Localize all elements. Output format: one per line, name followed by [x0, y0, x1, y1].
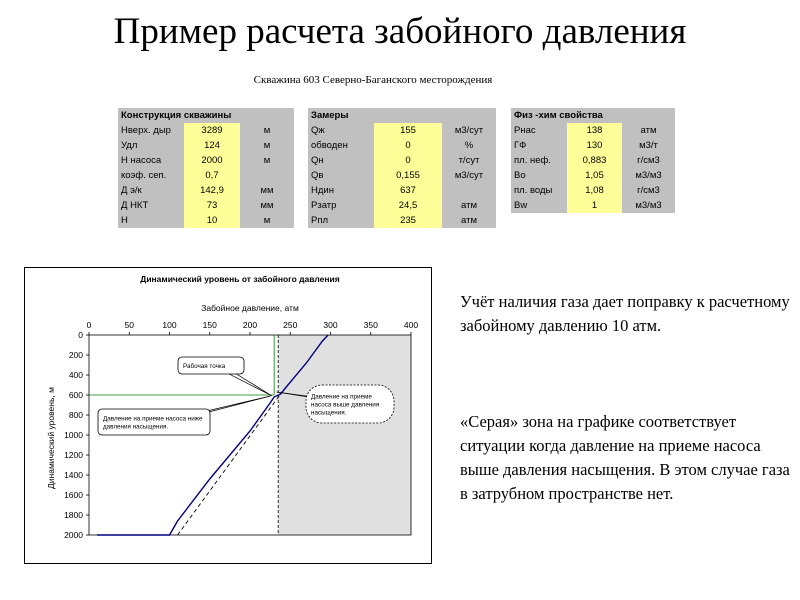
chart-frame [24, 267, 432, 564]
table-header-row [511, 108, 675, 123]
table-header: Физ -хим свойства [511, 108, 675, 123]
table-row [118, 138, 294, 153]
param-name: Д э/к [118, 183, 184, 198]
param-unit [240, 168, 294, 183]
param-value: 0,7 [184, 168, 240, 183]
param-unit: м3/сут [442, 123, 496, 138]
callout-below-saturation-text: Давление на приеме насоса ниже давления насыщения. [103, 415, 203, 431]
param-unit: % [442, 138, 496, 153]
x-axis-label: Забойное давление, атм [201, 303, 299, 313]
param-unit: м3/сут [442, 168, 496, 183]
param-name: Рнас [511, 123, 567, 138]
table-row [511, 198, 675, 213]
dynamic-level-chart [25, 268, 431, 563]
x-tick-label: 200 [242, 320, 258, 330]
x-tick-label: 250 [283, 320, 298, 330]
callout-operating-point-text: Рабочая точка [183, 363, 226, 370]
param-name: Qв [308, 168, 374, 183]
param-value: 0,883 [567, 153, 622, 168]
param-name: Ндин [308, 183, 374, 198]
table-row [308, 153, 496, 168]
param-name: Во [511, 168, 567, 183]
param-value: 142,9 [184, 183, 240, 198]
param-unit: м3/м3 [622, 168, 675, 183]
table-header: Замеры [308, 108, 496, 123]
param-value: 1 [567, 198, 622, 213]
param-value: 0 [374, 153, 442, 168]
table-row [308, 183, 496, 198]
param-unit: атм [622, 123, 675, 138]
param-value: 124 [184, 138, 240, 153]
param-unit: м3/м3 [622, 198, 675, 213]
y-axis-label: Динамический уровень, м [46, 387, 56, 489]
param-unit: г/см3 [622, 153, 675, 168]
table-header-row [118, 108, 294, 123]
grey-zone-note: «Серая» зона на графике соответствует ситуации когда давление на приеме насоса выше давления насыщения. В этом случае газа в затрубном пространстве нет. [460, 412, 790, 503]
table-row [511, 138, 675, 153]
param-value: 130 [567, 138, 622, 153]
param-name: Удл [118, 138, 184, 153]
slide-title: Пример расчета забойного давления [113, 11, 687, 52]
table-row [511, 168, 675, 183]
x-tick-label: 350 [363, 320, 378, 330]
param-name: ГФ [511, 138, 567, 153]
param-name: пл. воды [511, 183, 567, 198]
table-row [118, 153, 294, 168]
param-unit: атм [442, 213, 496, 228]
table-header-row [308, 108, 496, 123]
grey-zone [278, 335, 411, 535]
x-tick-label: 150 [202, 320, 217, 330]
param-value: 2000 [184, 153, 240, 168]
table-row [511, 153, 675, 168]
table-header: Конструкция скважины [118, 108, 294, 123]
table-row [511, 183, 675, 198]
param-unit: м [240, 123, 294, 138]
param-value: 1,08 [567, 183, 622, 198]
y-tick-label: 2000 [64, 530, 83, 540]
param-value: 24,5 [374, 198, 442, 213]
param-unit: м [240, 153, 294, 168]
y-tick-label: 200 [68, 350, 83, 360]
param-name: Bw [511, 198, 567, 213]
well-subtitle: Скважина 603 Северно-Баганского месторождения [253, 74, 493, 86]
param-unit: г/см3 [622, 183, 675, 198]
table-row [511, 123, 675, 138]
param-value: 0,155 [374, 168, 442, 183]
param-name: Qж [308, 123, 374, 138]
table-row [118, 198, 294, 213]
x-tick-label: 0 [86, 320, 92, 330]
param-name: Рпл [308, 213, 374, 228]
param-value: 3289 [184, 123, 240, 138]
param-unit [442, 183, 496, 198]
param-unit: м [240, 138, 294, 153]
param-value: 637 [374, 183, 442, 198]
table-row [118, 168, 294, 183]
param-value: 155 [374, 123, 442, 138]
param-unit: т/сут [442, 153, 496, 168]
table-row [308, 168, 496, 183]
param-value: 73 [184, 198, 240, 213]
param-value: 138 [567, 123, 622, 138]
chart-title: Динамический уровень от забойного давления [140, 274, 340, 284]
y-tick-label: 1600 [64, 490, 83, 500]
measurements-table [308, 108, 496, 228]
x-tick-label: 50 [124, 320, 134, 330]
y-tick-label: 1000 [64, 430, 83, 440]
param-name: коэф. сеп. [118, 168, 184, 183]
table-row [118, 213, 294, 228]
y-tick-label: 600 [68, 390, 83, 400]
callout-above-saturation-text: Давление на приеме насоса выше давления насыщения. [311, 393, 380, 417]
param-value: 1,05 [567, 168, 622, 183]
param-value: 0 [374, 138, 442, 153]
y-tick-label: 1400 [64, 470, 83, 480]
param-unit: м3/т [622, 138, 675, 153]
param-name: Н насоса [118, 153, 184, 168]
y-tick-label: 800 [68, 410, 83, 420]
param-name: Н [118, 213, 184, 228]
y-tick-label: 1200 [64, 450, 83, 460]
table-row [308, 198, 496, 213]
param-name: Qн [308, 153, 374, 168]
x-tick-label: 300 [323, 320, 338, 330]
table-row [118, 123, 294, 138]
param-name: обводен [308, 138, 374, 153]
y-tick-label: 400 [68, 370, 83, 380]
param-value: 10 [184, 213, 240, 228]
param-unit: атм [442, 198, 496, 213]
table-row [308, 138, 496, 153]
table-row [118, 183, 294, 198]
table-row [308, 213, 496, 228]
table-row [308, 123, 496, 138]
properties-table [511, 108, 675, 213]
param-name: Д НКТ [118, 198, 184, 213]
param-name: пл. неф. [511, 153, 567, 168]
y-tick-label: 1800 [64, 510, 83, 520]
param-name: Нверх. дыр [118, 123, 184, 138]
y-tick-label: 0 [78, 330, 83, 340]
x-tick-label: 100 [162, 320, 177, 330]
param-name: Рзатр [308, 198, 374, 213]
param-value: 235 [374, 213, 442, 228]
x-tick-label: 400 [403, 320, 419, 330]
construction-table [118, 108, 294, 228]
param-unit: мм [240, 183, 294, 198]
gas-correction-note: Учёт наличия газа дает поправку к расчетному забойному давлению 10 атм. [460, 292, 790, 335]
param-unit: м [240, 213, 294, 228]
param-unit: мм [240, 198, 294, 213]
